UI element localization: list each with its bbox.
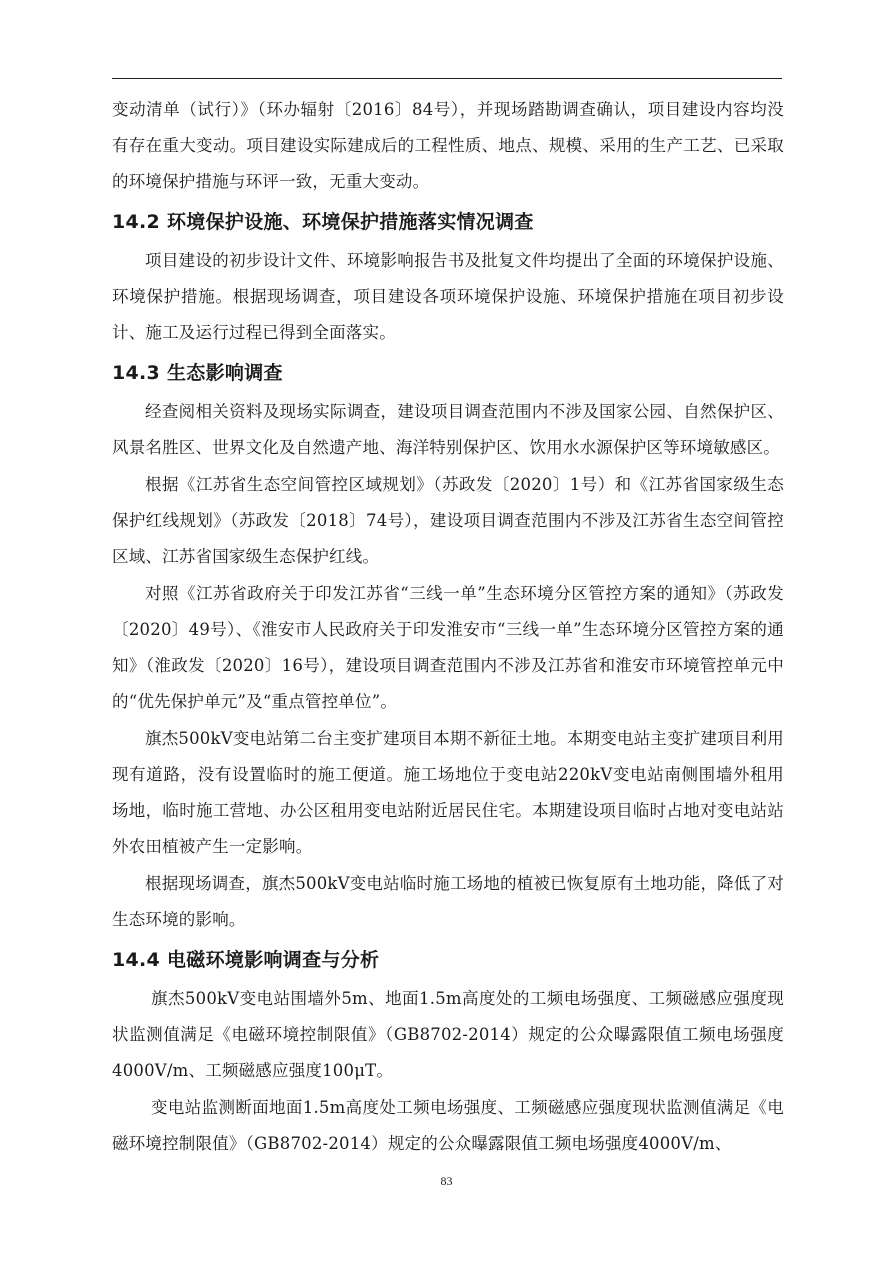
section-heading-14-4: 14.4 电磁环境影响调查与分析 — [112, 949, 380, 971]
paragraph: 经查阅相关资料及现场实际调查，建设项目调查范围内不涉及国家公园、自然保护区、风景名胜区、世界文化及自然遗产地、海洋特别保护区、饮用水水源保护区等环境敏感区。 — [112, 402, 784, 457]
paragraph: 项目建设的初步设计文件、环境影响报告书及批复文件均提出了全面的环境保护设施、环境保护措施。根据现场调查，项目建设各项环境保护设施、环境保护措施在项目初步设计、施工及运行过程已得到全面落实。 — [112, 251, 784, 342]
paragraph: 根据现场调查，旗杰500kV变电站临时施工场地的植被已恢复原有土地功能，降低了对生态环境的影响。 — [112, 874, 784, 929]
paragraph: 旗杰500kV变电站第二台主变扩建项目本期不新征土地。本期变电站主变扩建项目利用现有道路，没有设置临时的施工便道。施工场地位于变电站220kV变电站南侧围墙外租用场地，临时施工营地、办公区租用变电站附近居民住宅。本期建设项目临时占地对变电站站外农田植被产生一定影响。 — [112, 729, 784, 856]
paragraph: 旗杰500kV变电站围墙外5m、地面1.5m高度处的工频电场强度、工频磁感应强度现状监测值满足《电磁环境控制限值》（GB8702-2014）规定的公众曝露限值工频电场强度4000V/m、工频磁感应强度100μT。 — [112, 989, 784, 1080]
section-heading-14-3: 14.3 生态影响调查 — [112, 362, 283, 384]
document-body — [112, 92, 784, 1163]
page-number: 83 — [440, 1174, 453, 1188]
paragraph-continued: 变动清单（试行）》（环办辐射〔2016〕84号），并现场踏勘调查确认，项目建设内容均没有存在重大变动。项目建设实际建成后的工程性质、地点、规模、采用的生产工艺、已采取的环境保护措施与环评一致，无重大变动。 — [112, 100, 784, 191]
paragraph: 根据《江苏省生态空间管控区域规划》（苏政发〔2020〕1号）和《江苏省国家级生态保护红线规划》（苏政发〔2018〕74号），建设项目调查范围内不涉及江苏省生态空间管控区域、江苏省国家级生态保护红线。 — [112, 475, 784, 566]
paragraph: 对照《江苏省政府关于印发江苏省“三线一单”生态环境分区管控方案的通知》（苏政发〔2020〕49号）、《淮安市人民政府关于印发淮安市“三线一单”生态环境分区管控方案的通知》（淮政发〔2020〕16号），建设项目调查范围内不涉及江苏省和淮安市环境管控单元中的“优先保护单元”及“重点管控单位”。 — [112, 584, 784, 711]
paragraph: 变电站监测断面地面1.5m高度处工频电场强度、工频磁感应强度现状监测值满足《电磁环境控制限值》（GB8702-2014）规定的公众曝露限值工频电场强度4000V/m、 — [112, 1098, 784, 1153]
section-heading-14-2: 14.2 环境保护设施、环境保护措施落实情况调查 — [112, 211, 534, 233]
header-rule — [112, 78, 782, 79]
